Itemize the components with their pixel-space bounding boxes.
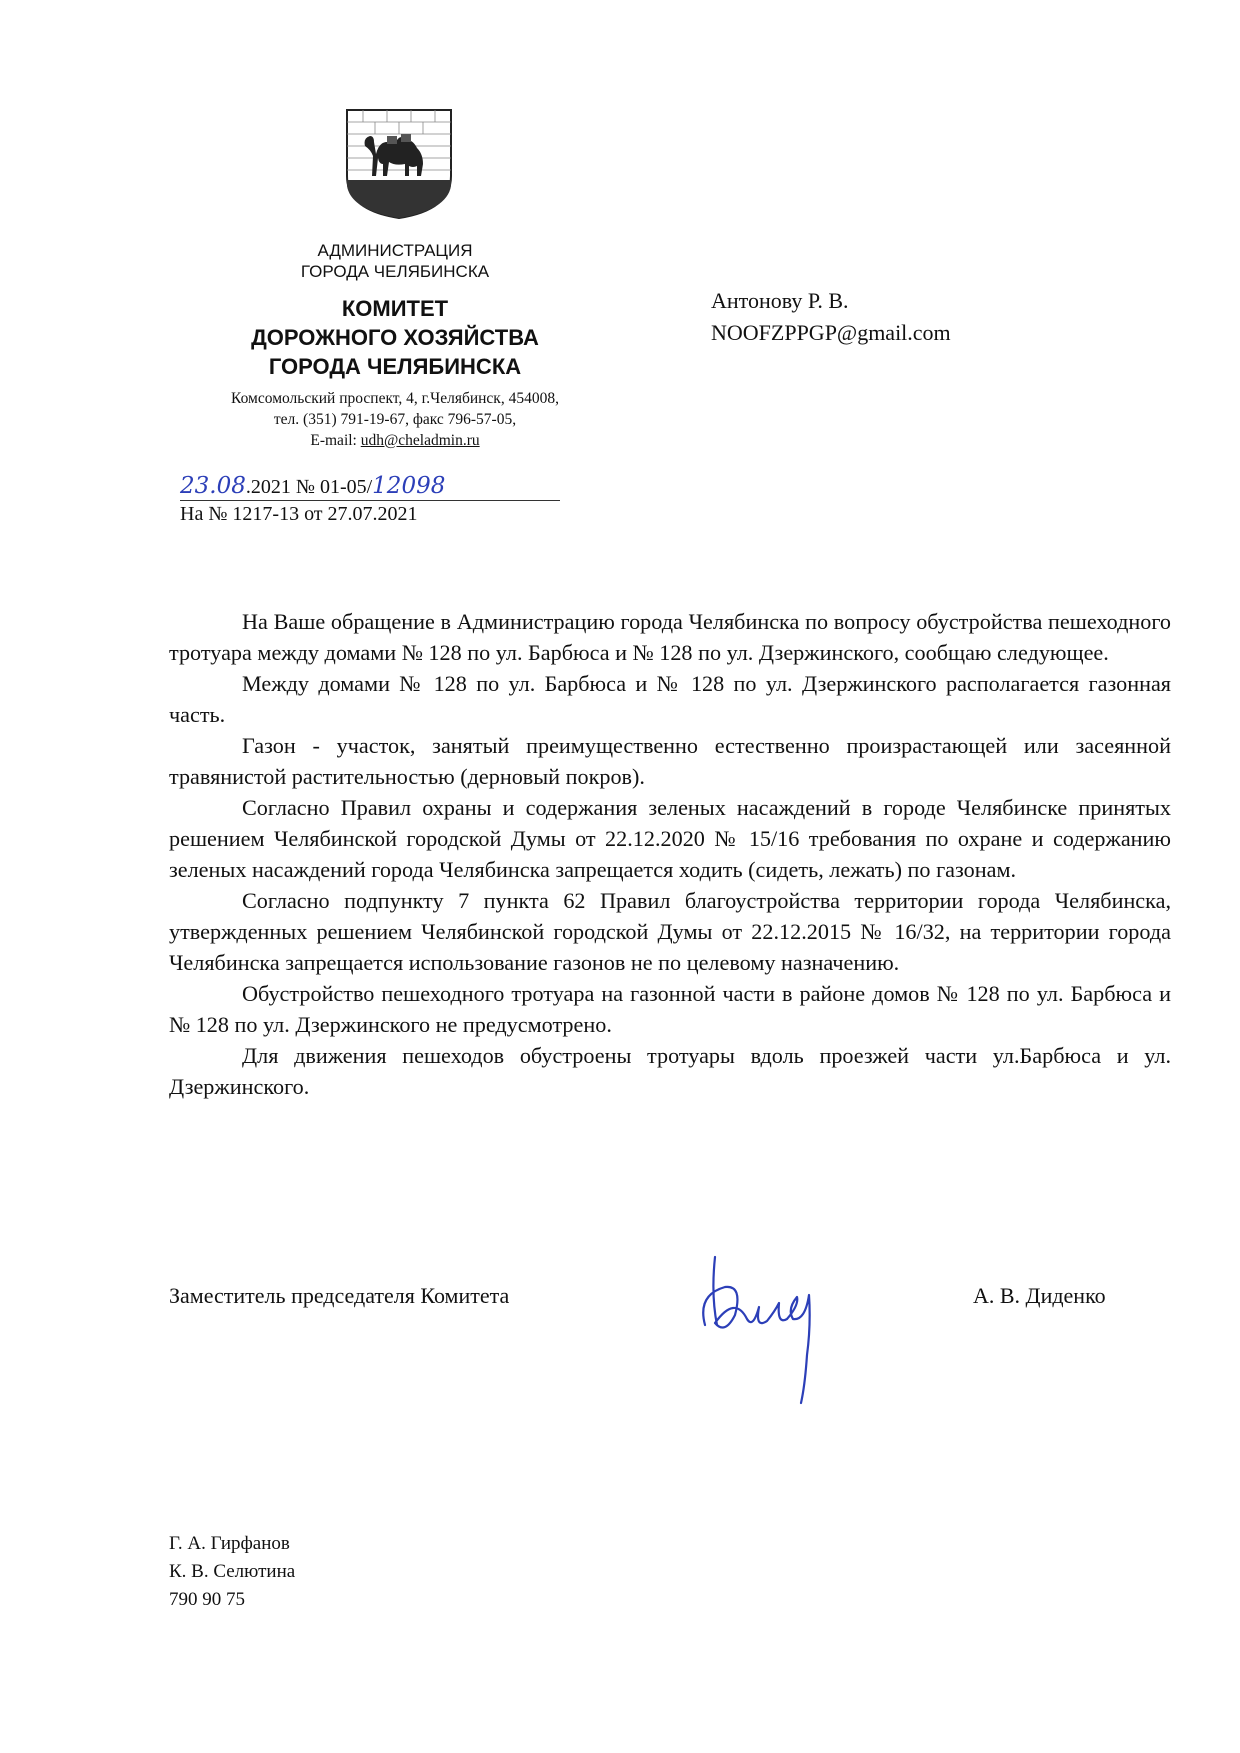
signatory-title: Заместитель председателя Комитета — [169, 1283, 510, 1308]
paragraph: Согласно Правил охраны и содержания зеленых насаждений в городе Челябинске принятых решением Челябинской городской Думы от 22.12.2020 № 15/16 требования по охране и содержанию зеленых насаждений города Челябинска запрещается ходить (сидеть, лежать) по газонам. — [169, 795, 1171, 882]
administration-header — [235, 240, 555, 282]
paragraph: Для движения пешеходов обустроены тротуары вдоль проезжей части ул.Барбюса и ул. Дзержинского. — [169, 1043, 1171, 1099]
paragraph: Между домами № 128 по ул. Барбюса и № 128 по ул. Дзержинского располагается газонная часть. — [169, 671, 1171, 727]
paragraph: Согласно подпункту 7 пункта 62 Правил благоустройства территории города Челябинска, утвержденных решением Челябинской городской Думы от 22.12.2015 № 16/32, на территории города Челябинска запрещается использование газонов не по целевому назначению. — [169, 888, 1171, 975]
registration-line — [180, 473, 560, 501]
admin-line-2: ГОРОДА ЧЕЛЯБИНСКА — [300, 262, 490, 281]
email-line — [170, 430, 620, 451]
email-link[interactable]: udh@cheladmin.ru — [360, 432, 480, 449]
executor-2: К. В. Селютина — [169, 1561, 296, 1582]
handwritten-number: 12098 — [372, 473, 446, 499]
executor-1: Г. А. Гирфанов — [169, 1533, 290, 1554]
outgoing-registration — [180, 473, 560, 527]
executor-phone: 790 90 75 — [169, 1589, 245, 1610]
committee-line-3: ГОРОДА ЧЕЛЯБИНСКА — [268, 354, 522, 379]
address-line-2: тел. (351) 791-19-67, факс 796-57-05, — [273, 411, 517, 428]
recipient-block — [711, 285, 951, 349]
handwritten-signature — [695, 1255, 830, 1405]
email-label: E-mail: — [310, 432, 361, 449]
signatory-name: А. В. Диденко — [973, 1283, 1106, 1308]
paragraph: Газон - участок, занятый преимущественно естественно произрастающей или засеянной травянистой растительностью (дерновый покров). — [169, 733, 1171, 789]
recipient-name: Антонову Р. В. — [711, 288, 849, 313]
letter-body — [169, 606, 1171, 1102]
address-block — [170, 388, 620, 451]
handwritten-date: 23.08 — [180, 473, 246, 499]
paragraph: На Ваше обращение в Администрацию города Челябинска по вопросу обустройства пешеходного тротуара между домами № 128 по ул. Барбюса и № 128 по ул. Дзержинского, сообщаю следующее. — [169, 609, 1171, 665]
committee-header — [200, 294, 590, 381]
coat-of-arms-logo — [343, 106, 455, 221]
admin-line-1: АДМИНИСТРАЦИЯ — [317, 241, 473, 260]
committee-line-2: ДОРОЖНОГО ХОЗЯЙСТВА — [251, 325, 539, 350]
registration-year-number: .2021 № 01-05/ — [245, 476, 373, 498]
recipient-email: NOOFZPPGP@gmail.com — [711, 320, 951, 345]
executors-block — [169, 1530, 295, 1614]
address-line-1: Комсомольский проспект, 4, г.Челябинск, 454008, — [231, 390, 559, 407]
reference-line: На № 1217-13 от 27.07.2021 — [180, 503, 418, 525]
paragraph: Обустройство пешеходного тротуара на газонной части в районе домов № 128 по ул. Барбюса и № 128 по ул. Дзержинского не предусмотрено. — [169, 981, 1171, 1037]
committee-line-1: КОМИТЕТ — [341, 296, 449, 321]
